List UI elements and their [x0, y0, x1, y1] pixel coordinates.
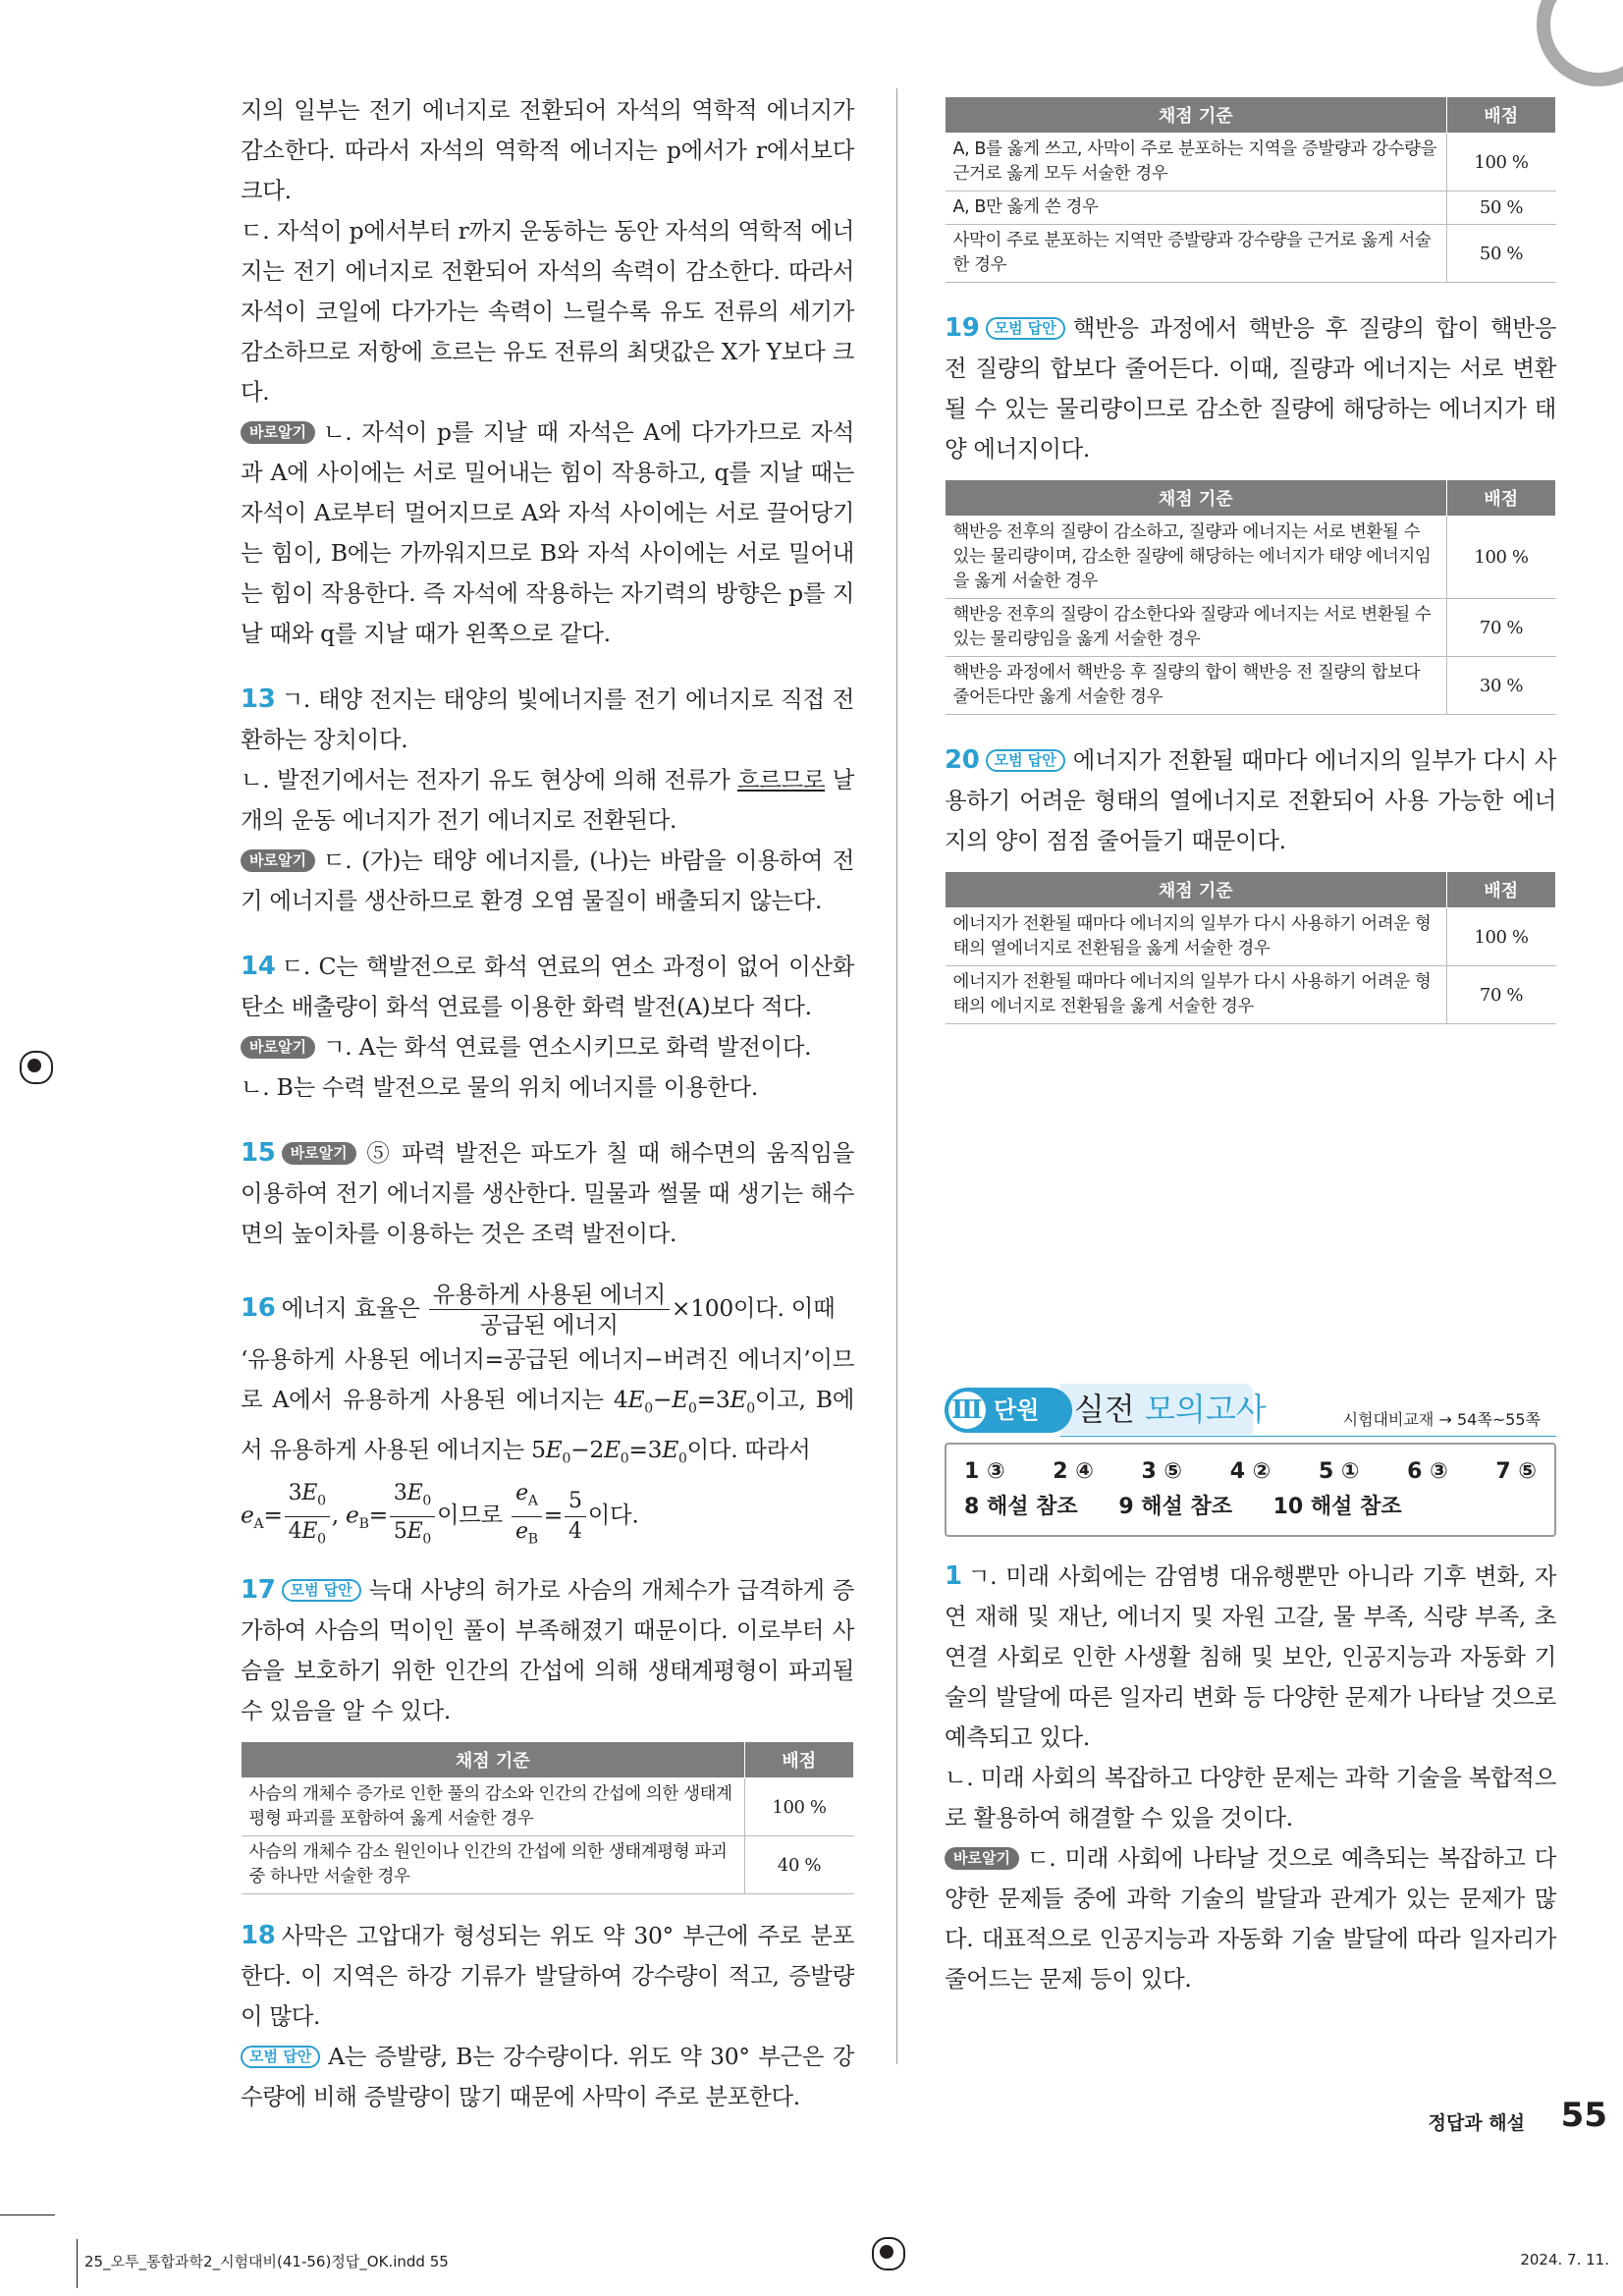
- answer-text: 이고, B에서 유용하게 사용된 에너지는 5: [241, 1386, 855, 1463]
- criteria-cell: 사슴의 개체수 감소 원인이나 인간의 간섭에 의한 생태계평형 파괴 중 하나만 서술한 경우: [242, 1836, 745, 1894]
- model-answer-tag: 모범 답안: [986, 317, 1065, 340]
- answer-text: 이므로: [436, 1501, 503, 1529]
- question-16-b: ‘유용하게 사용된 에너지=공급된 에너지−버려진 에너지’이므로 A에서 유용하게 사용된 에너지는 $4E_0-E_0=3E_0$이고, B에서 유용하게 사용된 에너지는 $5E_0-2E_0=3E_0$이다. 따라서: [241, 1345, 855, 1467]
- answer-text: 사막은 고압대가 형성되는 위도 약 30° 부근에 주로 분포한다. 이 지역은 하강 기류가 발달하여 강수량이 적고, 증발량이 많다.: [241, 1922, 854, 2031]
- question-16-formula: $e_A=$ $\frac{3E_0}{4E_0}$ , $e_B=$ $\frac{3E_0}{5E_0}$ 이므로 $\frac{e_A}{e_B}$ = $\frac{5}{4}$ 이다.: [241, 1479, 854, 1557]
- crop-mark-icon: [0, 2214, 55, 2215]
- score-cell: 100 %: [1446, 908, 1556, 966]
- underlined-text: 흐르므로: [736, 766, 826, 793]
- fraction-denominator: 공급된 에너지: [479, 1311, 619, 1339]
- left-column: [241, 90, 854, 2117]
- criteria-cell: 에너지가 전환될 때마다 에너지의 일부가 다시 사용하기 어려운 형태의 에너지로 전환됨을 옳게 서술한 경우: [946, 966, 1447, 1024]
- efficiency-fraction: [429, 1280, 670, 1339]
- criteria-header: 채점 기준: [946, 872, 1447, 908]
- correction-tag: 바로알기: [945, 1847, 1019, 1870]
- answer-key-item: 7 ⑤: [1495, 1459, 1537, 1484]
- page-number: 55: [1560, 2096, 1607, 2135]
- unit-title: [1074, 1388, 1267, 1431]
- right-column: [945, 96, 1556, 1999]
- answer-key-item: 5 ①: [1318, 1459, 1360, 1484]
- answer-text: A는 증발량, B는 강수량이다. 위도 약 30° 부근은 강수량에 비해 증발량이 많기 때문에 사막이 주로 분포한다.: [241, 2043, 854, 2111]
- question-number: 16: [241, 1293, 276, 1323]
- criteria-cell: 핵반응 전후의 질량이 감소하고, 질량과 에너지는 서로 변환될 수 있는 물리량이며, 감소한 질량에 해당하는 에너지가 태양 에너지임을 옳게 서술한 경우: [946, 517, 1447, 599]
- answer-1: [945, 1557, 1556, 1758]
- answer-key-item: 9 해설 참조: [1118, 1495, 1232, 1519]
- score-header: 배점: [1446, 97, 1556, 134]
- table-row: [946, 657, 1556, 715]
- answer-key-item: 6 ③: [1407, 1459, 1448, 1484]
- answer-key-item: 2 ④: [1053, 1459, 1094, 1484]
- criteria-cell: 핵반응 과정에서 핵반응 후 질량의 합이 핵반응 전 질량의 합보다 줄어든다만 옳게 서술한 경우: [946, 657, 1447, 715]
- answer-text: ㄷ. C는 핵발전으로 화석 연료의 연소 과정이 없어 이산화 탄소 배출량이 화석 연료를 이용한 화력 발전(A)보다 적다.: [241, 953, 854, 1020]
- table-row: [242, 1778, 854, 1836]
- criteria-header: 채점 기준: [946, 480, 1447, 517]
- answer-key-row-2: [964, 1490, 1537, 1525]
- score-header: 배점: [744, 1742, 854, 1778]
- correction-tag: 바로알기: [241, 849, 315, 872]
- model-answer-tag: 모범 답안: [241, 2046, 320, 2068]
- unit-title-b: 모의고사: [1145, 1391, 1267, 1428]
- unit-reference: 시험대비교재 → 54쪽~55쪽: [1342, 1410, 1541, 1429]
- corner-tab-decoration: [1537, 0, 1623, 86]
- score-header: 배점: [1446, 872, 1556, 908]
- answer-text: 늑대 사냥의 허가로 사슴의 개체수가 급격하게 증가하여 사슴의 먹이인 풀이 부족해졌기 때문이다. 이로부터 사슴을 보호하기 위한 인간의 간섭에 의해 생태계평형이 파괴될 수 있음을 알 수 있다.: [241, 1576, 854, 1725]
- table-row: [242, 1836, 854, 1894]
- model-answer-tag: 모범 답안: [986, 749, 1065, 772]
- table-row: [946, 191, 1556, 225]
- score-cell: 100 %: [744, 1778, 854, 1836]
- score-cell: 100 %: [1446, 134, 1556, 191]
- question-number: 20: [945, 745, 980, 775]
- answer-key-row-1: [964, 1454, 1537, 1490]
- footer-label: 정답과 해설: [1428, 2112, 1525, 2134]
- answer-text: 이다. 따라서: [686, 1435, 811, 1463]
- scoring-table-18: [945, 96, 1556, 283]
- question-number: 13: [241, 684, 276, 714]
- scoring-table-19: [945, 479, 1556, 715]
- answer-key-item: 8 해설 참조: [964, 1495, 1078, 1519]
- criteria-header: 채점 기준: [946, 97, 1447, 134]
- score-header: 배점: [1446, 480, 1556, 517]
- registration-mark-icon: [872, 2237, 905, 2270]
- paragraph-c: ㄷ. 자석이 p에서부터 r까지 운동하는 동안 자석의 역학적 에너지는 전기 에너지로 전환되어 자석의 속력이 감소한다. 따라서 자석이 코일에 다가가는 속력이 느릴수록 유도 전류의 세기가 감소하므로 저항에 흐르는 유도 전류의 최댓값은 X가 Y보다 크다.: [241, 217, 854, 406]
- question-number: 18: [241, 1921, 276, 1951]
- fraction-numerator: 유용하게 사용된 에너지: [429, 1280, 670, 1310]
- answer-text: ㄷ. 미래 사회에 나타날 것으로 예측되는 복잡하고 다양한 문제들 중에 과학 기술의 발달과 관계가 있는 문제가 많다. 대표적으로 인공지능과 자동화 기술 발달에 따라 일자리가 줄어드는 문제 등이 있다.: [945, 1844, 1556, 1993]
- column-divider: [896, 88, 897, 2064]
- unit-word: 단원: [994, 1396, 1040, 1424]
- answer-key-item: 10 해설 참조: [1272, 1495, 1402, 1519]
- unit-title-a: 실전: [1074, 1391, 1135, 1428]
- question-16: [241, 1280, 854, 1339]
- question-20: [945, 740, 1556, 861]
- unit-roman-numeral: Ⅲ: [948, 1392, 986, 1429]
- question-17: [241, 1570, 854, 1731]
- fraction-eb: $\frac{3E_0}{5E_0}$: [390, 1479, 435, 1554]
- score-cell: 70 %: [1446, 599, 1556, 657]
- scoring-table-20: [945, 871, 1556, 1024]
- criteria-cell: 에너지가 전환될 때마다 에너지의 일부가 다시 사용하기 어려운 형태의 열에너지로 전환됨을 옳게 서술한 경우: [946, 908, 1447, 966]
- answer-text: 핵반응 과정에서 핵반응 후 질량의 합이 핵반응 전 질량의 합보다 줄어든다. 이때, 질량과 에너지는 서로 변환될 수 있는 물리량이므로 감소한 질량에 해당하는 에너지가 태양 에너지이다.: [945, 314, 1556, 463]
- score-cell: 30 %: [1446, 657, 1556, 715]
- table-row: [946, 908, 1556, 966]
- question-13: [241, 680, 854, 760]
- question-number: 15: [241, 1138, 276, 1168]
- answer-text: ×100이다. 이때: [671, 1294, 836, 1322]
- question-13-b: [241, 760, 854, 841]
- answer-text: ㄷ. (가)는 태양 에너지를, (나)는 바람을 이용하여 전기 에너지를 생산하므로 환경 오염 물질이 배출되지 않는다.: [241, 847, 854, 914]
- answer-1-b: ㄴ. 미래 사회의 복잡하고 다양한 문제는 과학 기술을 복합적으로 활용하여 해결할 수 있을 것이다.: [945, 1764, 1556, 1831]
- question-number: 19: [945, 313, 980, 343]
- score-cell: 50 %: [1446, 225, 1556, 283]
- answer-key-box: [945, 1443, 1556, 1537]
- paragraph-correction: [241, 412, 854, 654]
- answer-key-item: 4 ②: [1229, 1459, 1271, 1484]
- table-row: [946, 225, 1556, 283]
- score-cell: 70 %: [1446, 966, 1556, 1024]
- model-answer-tag: 모범 답안: [282, 1579, 361, 1602]
- criteria-cell: 사막이 주로 분포하는 지역만 증발량과 강수량을 근거로 옳게 서술한 경우: [946, 225, 1447, 283]
- registration-mark-icon: [20, 1051, 53, 1084]
- answer-text: 에너지가 전환될 때마다 에너지의 일부가 다시 사용하기 어려운 형태의 열에너지로 전환되어 사용 가능한 에너지의 양이 점점 줄어들기 때문이다.: [945, 746, 1556, 854]
- correction-tag: 바로알기: [241, 421, 315, 444]
- fraction-five-fourths: $\frac{5}{4}$: [565, 1487, 586, 1547]
- paragraph-continued: 지의 일부는 전기 에너지로 전환되어 자석의 역학적 에너지가 감소한다. 따라서 자석의 역학적 에너지는 p에서가 r에서보다 크다.: [241, 96, 854, 204]
- criteria-cell: 핵반응 전후의 질량이 감소한다와 질량과 에너지는 서로 변환될 수 있는 물리량임을 옳게 서술한 경우: [946, 599, 1447, 657]
- answer-text: ㄱ. 미래 사회에는 감염병 대유행뿐만 아니라 기후 변화, 자연 재해 및 재난, 에너지 및 자원 고갈, 물 부족, 식량 부족, 초연결 사회로 인한 사생활 침해 및 보안, 인공지능과 자동화 기술의 발달에 따른 일자리 변화 등 다양한 문제가 나타날 것으로 예측되고 있다.: [945, 1562, 1556, 1751]
- table-row: [946, 966, 1556, 1024]
- score-cell: 50 %: [1446, 191, 1556, 225]
- answer-text: 이다.: [587, 1501, 639, 1529]
- print-slug: 25_오투_통합과학2_시험대비(41-56)정답_OK.indd 55: [84, 2253, 449, 2270]
- answer-key-item: 1 ③: [964, 1459, 1005, 1484]
- question-18: [241, 1916, 854, 2037]
- question-14-b: [241, 1027, 854, 1067]
- table-row: [946, 517, 1556, 599]
- answer-key-item: 3 ⑤: [1141, 1459, 1183, 1484]
- answer-text: 에너지 효율은: [281, 1294, 420, 1322]
- question-number: 1: [945, 1561, 962, 1591]
- question-14-c: ㄴ. B는 수력 발전으로 물의 위치 에너지를 이용한다.: [241, 1073, 759, 1101]
- correction-tag: 바로알기: [241, 1036, 315, 1059]
- criteria-cell: 사슴의 개체수 증가로 인한 풀의 감소와 인간의 간섭에 의한 생태계평형 파괴를 포함하여 옳게 서술한 경우: [242, 1778, 745, 1836]
- table-row: [946, 599, 1556, 657]
- print-date: 2024. 7. 11.: [1520, 2251, 1609, 2269]
- table-row: [946, 134, 1556, 191]
- answer-text: ‘유용하게 사용된 에너지=공급된 에너지−버려진 에너지’이므로 A에서 유용하게 사용된 에너지는 4: [241, 1345, 854, 1413]
- answer-text: 날개의 운동 에너지가 전기 에너지로 전환된다.: [241, 766, 854, 834]
- criteria-cell: A, B를 옳게 쓰고, 사막이 주로 분포하는 지역을 증발량과 강수량을 근거로 옳게 모두 서술한 경우: [946, 134, 1447, 191]
- unit-underline: [1060, 1436, 1556, 1437]
- answer-text: ㄱ. 태양 전지는 태양의 빛에너지를 전기 에너지로 직접 전환하는 장치이다.: [241, 685, 854, 753]
- answer-text: ⑤ 파력 발전은 파도가 칠 때 해수면의 움직임을 이용하여 전기 에너지를 생산한다. 밀물과 썰물 때 생기는 해수면의 높이차를 이용하는 것은 조력 발전이다.: [241, 1139, 854, 1247]
- question-number: 17: [241, 1575, 276, 1606]
- fraction-ratio: $\frac{e_A}{e_B}$: [512, 1479, 542, 1554]
- question-15: [241, 1133, 854, 1254]
- scoring-table-17: [241, 1741, 854, 1894]
- correction-text: ㄴ. 자석이 p를 지날 때 자석은 A에 다가가므로 자석과 A에 사이에는 서로 밀어내는 힘이 작용하고, q를 지날 때는 자석이 A로부터 멀어지므로 A와 자석 사이에는 서로 끌어당기는 힘이, B에는 가까워지므로 B와 자석 사이에는 서로 밀어내는 힘이 작용한다. 즉 자석에 작용하는 자기력의 방향은 p를 지날 때와 q를 지날 때가 왼쪽으로 같다.: [241, 418, 854, 647]
- answer-1-c: [945, 1838, 1556, 1999]
- score-cell: 40 %: [744, 1836, 854, 1894]
- question-number: 14: [241, 952, 276, 981]
- fraction-ea: $\frac{3E_0}{4E_0}$: [285, 1479, 330, 1554]
- criteria-header: 채점 기준: [242, 1742, 745, 1778]
- question-19: [945, 308, 1556, 469]
- crop-mark-icon: [77, 2239, 78, 2288]
- answer-text: ㄱ. A는 화석 연료를 연소시키므로 화력 발전이다.: [322, 1033, 812, 1061]
- question-14: [241, 947, 854, 1027]
- unit-header: [945, 1384, 1556, 1441]
- score-cell: 100 %: [1446, 517, 1556, 599]
- answer-text: ㄴ. 발전기에서는 전자기 유도 현상에 의해 전류가: [241, 766, 737, 793]
- question-13-c: [241, 841, 854, 921]
- correction-tag: 바로알기: [282, 1142, 356, 1165]
- question-18-b: [241, 2037, 854, 2117]
- criteria-cell: A, B만 옳게 쓴 경우: [946, 191, 1447, 225]
